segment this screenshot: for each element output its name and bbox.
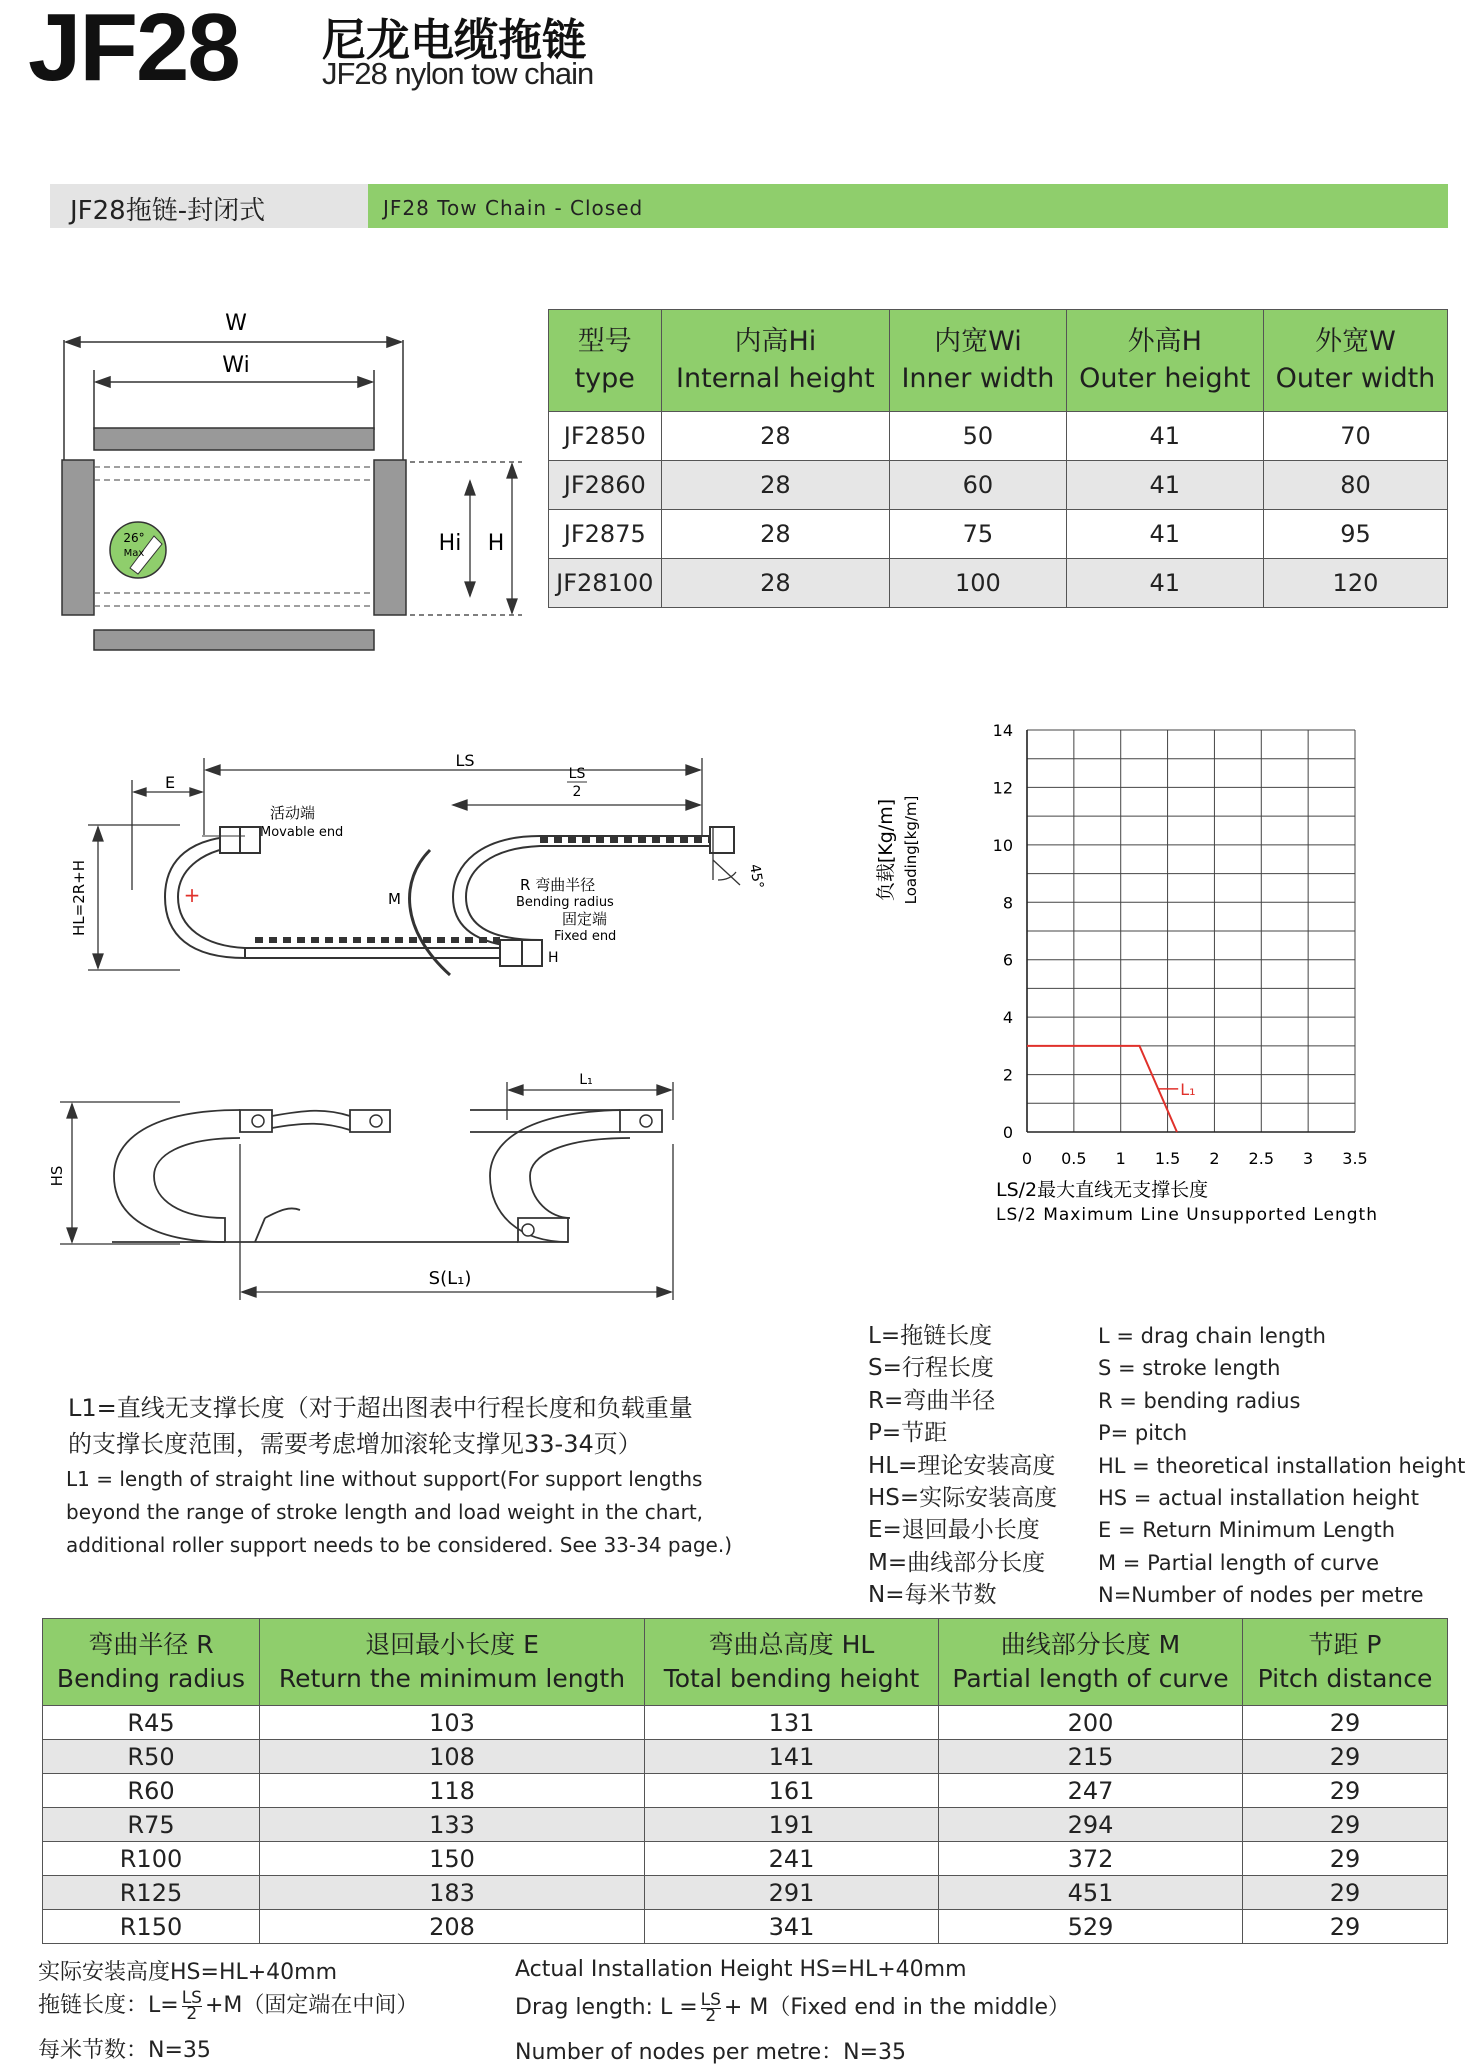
cell: 131 bbox=[645, 1706, 939, 1740]
cell: 28 bbox=[661, 510, 890, 559]
table-row bbox=[43, 1774, 1448, 1808]
bending-radius-en: Bending radius bbox=[516, 895, 614, 910]
header-bending-radius: 弯曲半径 R Bending radius bbox=[43, 1619, 260, 1706]
size-table bbox=[548, 309, 1448, 608]
legend-en-item: P= pitch bbox=[1098, 1421, 1188, 1446]
chart-grid bbox=[1027, 730, 1355, 1132]
header-return-length: 退回最小长度 E Return the minimum length bbox=[260, 1619, 645, 1706]
cell: 29 bbox=[1243, 1706, 1448, 1740]
right-side-plate bbox=[374, 460, 406, 615]
legend-en-item: N=Number of nodes per metre bbox=[1098, 1583, 1424, 1608]
y-tick-label: 8 bbox=[1002, 893, 1013, 913]
cell: 294 bbox=[939, 1808, 1243, 1842]
bending-table-header bbox=[43, 1619, 1448, 1706]
angle-label: 45° bbox=[746, 862, 767, 891]
legend-en-item: R = bending radius bbox=[1098, 1388, 1301, 1413]
note-cn bbox=[68, 1390, 693, 1462]
y-tick-label: 4 bbox=[1002, 1008, 1013, 1028]
x-tick-label: 3.5 bbox=[1342, 1149, 1368, 1168]
cell: R125 bbox=[43, 1876, 260, 1910]
footer-nodes-cn: 每米节数：N=35 bbox=[38, 2038, 211, 2063]
series-line bbox=[1027, 1046, 1177, 1132]
cell: 291 bbox=[645, 1876, 939, 1910]
header-type: 型号 type bbox=[549, 310, 662, 412]
m-label: M bbox=[388, 890, 401, 908]
cell: 80 bbox=[1263, 461, 1447, 510]
hl-label: HL=2R+H bbox=[70, 859, 88, 937]
section-title-cn: JF28拖链-封闭式 bbox=[70, 196, 266, 226]
cell: R60 bbox=[43, 1774, 260, 1808]
note-cn-line: 的支撑长度范围，需要考虑增加滚轮支撑见33-34页） bbox=[68, 1430, 642, 1458]
movable-end-cn: 活动端 bbox=[270, 804, 316, 822]
cell: 29 bbox=[1243, 1774, 1448, 1808]
cell: R45 bbox=[43, 1706, 260, 1740]
bending-table bbox=[42, 1618, 1448, 1944]
series-label: L₁ bbox=[1180, 1079, 1196, 1099]
header-curve-length: 曲线部分长度 M Partial length of curve bbox=[939, 1619, 1243, 1706]
cell: 28 bbox=[661, 461, 890, 510]
note-en bbox=[66, 1463, 766, 1562]
chart-xlabel-en: LS/2 Maximum Line Unsupported Length bbox=[996, 1205, 1378, 1225]
legend-cn-item: R=弯曲半径 bbox=[868, 1387, 996, 1414]
cell: 200 bbox=[939, 1706, 1243, 1740]
cell: 103 bbox=[260, 1706, 645, 1740]
cell: 50 bbox=[890, 412, 1066, 461]
product-title-cn: 尼龙电缆拖链 bbox=[322, 15, 586, 66]
footer-length-cn: 拖链长度：L= $\frac{LS}{2}$ +M（固定端在中间） bbox=[38, 1987, 419, 2024]
table-row bbox=[43, 1808, 1448, 1842]
table-row bbox=[43, 1910, 1448, 1944]
x-tick-label: 0 bbox=[1021, 1149, 1033, 1168]
size-table-header bbox=[549, 310, 1448, 412]
chain-bending-diagram bbox=[70, 740, 770, 1030]
fixed-end-cn: 固定端 bbox=[562, 910, 608, 928]
cell: 215 bbox=[939, 1740, 1243, 1774]
fixed-end-en: Fixed end bbox=[554, 929, 617, 944]
cell: 41 bbox=[1066, 559, 1263, 608]
hi-label: Hi bbox=[438, 531, 462, 556]
cell: R50 bbox=[43, 1740, 260, 1774]
cell: JF28100 bbox=[549, 559, 662, 608]
cell: 108 bbox=[260, 1740, 645, 1774]
cell: JF2850 bbox=[549, 412, 662, 461]
header-inner-width: 内宽Wi Inner width bbox=[890, 310, 1066, 412]
header-outer-height: 外高H Outer height bbox=[1066, 310, 1263, 412]
cell: 29 bbox=[1243, 1808, 1448, 1842]
left-side-plate bbox=[62, 460, 94, 615]
x-tick-label: 2 bbox=[1209, 1149, 1220, 1168]
legend-en-item: HS = actual installation height bbox=[1098, 1486, 1419, 1511]
cell: R150 bbox=[43, 1910, 260, 1944]
cell: 29 bbox=[1243, 1740, 1448, 1774]
cell: 29 bbox=[1243, 1876, 1448, 1910]
chart-ylabel-en: Loading[kg/m] bbox=[902, 795, 920, 905]
table-row bbox=[43, 1706, 1448, 1740]
legend-en-item: HL = theoretical installation height bbox=[1098, 1453, 1466, 1478]
model-number: JF28 bbox=[28, 0, 239, 101]
legend-cn-item: HS=实际安装高度 bbox=[868, 1485, 1058, 1512]
h-small-label: H bbox=[548, 950, 559, 966]
legend-cn-item: P=节距 bbox=[868, 1420, 948, 1447]
table-row bbox=[549, 510, 1448, 559]
legend-cn-item: N=每米节数 bbox=[868, 1582, 997, 1609]
wi-label: Wi bbox=[222, 353, 250, 378]
y-tick-label: 10 bbox=[992, 835, 1013, 855]
product-title-en: JF28 nylon tow chain bbox=[322, 56, 594, 91]
footer-length-en: Drag length: L = $\frac{LS}{2}$ + M（Fixed end in the middle） bbox=[515, 1989, 1071, 2026]
footer-nodes-en: Number of nodes per metre：N=35 bbox=[515, 2040, 907, 2065]
cell: 41 bbox=[1066, 510, 1263, 559]
header-internal-height: 内高Hi Internal height bbox=[661, 310, 890, 412]
chart-ylabel-cn: 负载[Kg/m] bbox=[875, 798, 897, 902]
y-tick-label: 2 bbox=[1002, 1065, 1013, 1085]
hs-label: HS bbox=[48, 1165, 66, 1187]
cell: 191 bbox=[645, 1808, 939, 1842]
note-cn-line: L1=直线无支撑长度（对于超出图表中行程长度和负载重量 bbox=[68, 1394, 693, 1422]
ls-half-num: LS bbox=[568, 766, 586, 782]
cell: 372 bbox=[939, 1842, 1243, 1876]
l1-label: L₁ bbox=[579, 1072, 593, 1088]
bending-radius-cn: R 弯曲半径 bbox=[520, 876, 596, 894]
y-tick-label: 12 bbox=[992, 778, 1013, 798]
header-bending-height: 弯曲总高度 HL Total bending height bbox=[645, 1619, 939, 1706]
legend-en-item: S = stroke length bbox=[1098, 1356, 1281, 1381]
cell: 451 bbox=[939, 1876, 1243, 1910]
cell: 161 bbox=[645, 1774, 939, 1808]
y-tick-label: 6 bbox=[1002, 950, 1013, 970]
table-row bbox=[549, 461, 1448, 510]
y-tick-label: 0 bbox=[1002, 1123, 1013, 1142]
angle-max: Max bbox=[123, 548, 145, 559]
cell: 29 bbox=[1243, 1842, 1448, 1876]
angle-icon bbox=[110, 522, 166, 578]
legend-cn-item: L=拖链长度 bbox=[868, 1323, 993, 1349]
cell: 75 bbox=[890, 510, 1066, 559]
cell: JF2875 bbox=[549, 510, 662, 559]
legend-en bbox=[1098, 1320, 1465, 1612]
table-row bbox=[549, 559, 1448, 608]
table-row bbox=[549, 412, 1448, 461]
cell: 100 bbox=[890, 559, 1066, 608]
note-en-line: L1 = length of straight line without support(For support lengths bbox=[66, 1467, 703, 1491]
legend-cn-item: S=行程长度 bbox=[868, 1355, 994, 1382]
angle-value: 26° bbox=[123, 531, 145, 545]
s-l1-label: S(L₁) bbox=[428, 1268, 472, 1289]
header-outer-width: 外宽W Outer width bbox=[1263, 310, 1447, 412]
footer-hs-cn: 实际安装高度HS=HL+40mm bbox=[38, 1960, 338, 1985]
cell: 118 bbox=[260, 1774, 645, 1808]
x-tick-label: 0.5 bbox=[1061, 1149, 1087, 1168]
table-row bbox=[43, 1740, 1448, 1774]
h-label: H bbox=[487, 531, 505, 556]
table-row bbox=[43, 1842, 1448, 1876]
legend-cn-item: M=曲线部分长度 bbox=[868, 1549, 1046, 1576]
bottom-cover-plate bbox=[94, 630, 374, 650]
svg-text:+: + bbox=[183, 883, 201, 907]
cell: 41 bbox=[1066, 412, 1263, 461]
legend-cn-item: HL=理论安装高度 bbox=[868, 1452, 1056, 1479]
chart-xlabel-cn: LS/2最大直线无支撑长度 bbox=[996, 1179, 1209, 1201]
cell: JF2860 bbox=[549, 461, 662, 510]
cell: 70 bbox=[1263, 412, 1447, 461]
note-en-line: beyond the range of stroke length and load weight in the chart, bbox=[66, 1500, 704, 1524]
header-pitch: 节距 P Pitch distance bbox=[1243, 1619, 1448, 1706]
cell: 529 bbox=[939, 1910, 1243, 1944]
cross-section-diagram bbox=[50, 300, 540, 660]
ls-label: LS bbox=[455, 751, 475, 770]
cell: 208 bbox=[260, 1910, 645, 1944]
note-en-line: additional roller support needs to be considered. See 33-34 page.) bbox=[66, 1533, 733, 1557]
cell: 141 bbox=[645, 1740, 939, 1774]
cell: 241 bbox=[645, 1842, 939, 1876]
cell: R75 bbox=[43, 1808, 260, 1842]
cell: 28 bbox=[661, 559, 890, 608]
x-tick-label: 1.5 bbox=[1154, 1149, 1181, 1168]
cell: 341 bbox=[645, 1910, 939, 1944]
top-cover-plate bbox=[94, 428, 374, 450]
movable-end-en: Movable end bbox=[260, 825, 344, 840]
legend-cn bbox=[868, 1320, 1057, 1612]
cell: 60 bbox=[890, 461, 1066, 510]
load-chart bbox=[860, 700, 1420, 1240]
chart-ticks bbox=[993, 721, 1368, 1168]
section-title-en: JF28 Tow Chain - Closed bbox=[383, 196, 644, 220]
cell: 29 bbox=[1243, 1910, 1448, 1944]
cell: 120 bbox=[1263, 559, 1447, 608]
cell: 41 bbox=[1066, 461, 1263, 510]
table-row bbox=[43, 1876, 1448, 1910]
cell: 28 bbox=[661, 412, 890, 461]
legend-en-item: E = Return Minimum Length bbox=[1098, 1518, 1396, 1543]
cell: 247 bbox=[939, 1774, 1243, 1808]
cell: 150 bbox=[260, 1842, 645, 1876]
x-tick-label: 2.5 bbox=[1248, 1149, 1275, 1168]
cell: R100 bbox=[43, 1842, 260, 1876]
ls-half-den: 2 bbox=[572, 784, 582, 800]
installation-diagram bbox=[50, 1060, 730, 1320]
y-tick-label: 14 bbox=[992, 721, 1013, 740]
cell: 183 bbox=[260, 1876, 645, 1910]
chart-series bbox=[1027, 1046, 1196, 1132]
footer-hs-en: Actual Installation Height HS=HL+40mm bbox=[515, 1957, 967, 1982]
x-tick-label: 3 bbox=[1303, 1149, 1314, 1168]
e-label: E bbox=[164, 773, 176, 792]
w-label: W bbox=[225, 311, 247, 336]
legend-cn-item: E=退回最小长度 bbox=[868, 1517, 1040, 1544]
cell: 133 bbox=[260, 1808, 645, 1842]
legend-en-item: M = Partial length of curve bbox=[1098, 1550, 1380, 1575]
legend-en-item: L = drag chain length bbox=[1098, 1324, 1326, 1348]
x-tick-label: 1 bbox=[1115, 1149, 1126, 1168]
cell: 95 bbox=[1263, 510, 1447, 559]
